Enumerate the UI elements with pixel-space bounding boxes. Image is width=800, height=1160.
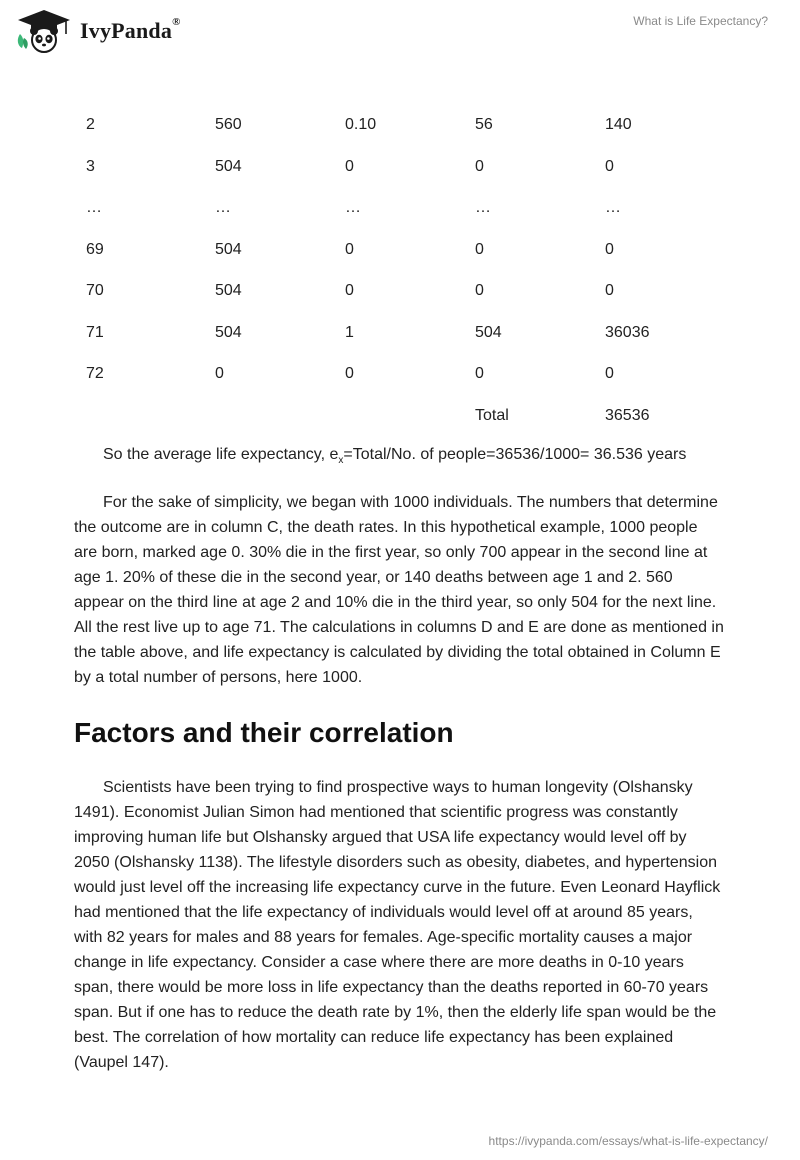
table-row — [86, 104, 726, 146]
table-cell: 560 — [215, 116, 242, 133]
table-cell: 56 — [475, 116, 493, 133]
essay-body — [74, 442, 724, 1092]
table-cell: 0 — [475, 282, 484, 299]
table-cell: 72 — [86, 365, 104, 382]
table-cell: 0 — [345, 240, 354, 258]
table-cell: 504 — [215, 282, 242, 299]
brand-name: IvyPanda® — [80, 16, 181, 43]
table-cell: 71 — [86, 323, 104, 341]
table-cell: 0 — [605, 157, 614, 175]
table-cell: … — [475, 199, 491, 216]
table-cell: 0 — [215, 365, 224, 382]
table-cell: 504 — [215, 323, 242, 341]
table-cell: 0 — [345, 365, 354, 382]
table-row — [86, 187, 726, 229]
subscript-x: x — [338, 455, 344, 467]
table-cell: 0.10 — [345, 116, 377, 133]
table-cell: 1 — [345, 323, 354, 341]
total-value: 36536 — [605, 406, 650, 424]
source-url-link[interactable]: https://ivypanda.com/essays/what-is-life-expectancy/ — [488, 1134, 768, 1148]
table-cell: 504 — [475, 323, 502, 341]
table-cell: 36036 — [605, 323, 650, 341]
table-cell: 0 — [345, 157, 354, 175]
table-row — [86, 229, 726, 271]
registered-mark: ® — [172, 16, 181, 28]
table-cell: 0 — [475, 157, 484, 175]
table-cell: 0 — [475, 240, 484, 258]
life-table — [86, 104, 726, 436]
table-row — [86, 353, 726, 395]
table-cell: … — [215, 199, 231, 216]
table-cell: 504 — [215, 240, 242, 258]
table-cell: 3 — [86, 157, 95, 175]
table-total-row — [86, 395, 726, 437]
table-cell: 2 — [86, 116, 95, 133]
table-cell: 0 — [475, 365, 484, 382]
ivypanda-logo[interactable] — [14, 8, 181, 54]
panda-graduate-icon — [14, 8, 74, 54]
table-cell: 0 — [605, 240, 614, 258]
table-cell: 70 — [86, 282, 104, 299]
factors-paragraph: Scientists have been trying to find prospective ways to human longevity (Olshansky 1491). Economist Julian Simon had mentioned that scientific progress was constantly improving human life but Olshansky argued that USA life expectancy would level off by 2050 (Olshansky 1138). The lifestyle disorders such as obesity, diabetes, and hypertension would just level off the increasing life expectancy curve in the future. Even Leonard Hayflick had mentioned that the life expectancy of individuals would level off at around 85 years, with 82 years for males and 88 years for females. Age-specific mortality causes a major change in life expectancy. Consider a case where there are more deaths in 0-10 years span, there would be more loss in life expectancy than the deaths reported in 60-70 years span. But if one has to reduce the death rate by 1%, then the elderly life span would be the best. The correlation of how mortality can reduce life expectancy has been explained (Vaupel 147). — [74, 779, 721, 1072]
total-label: Total — [475, 406, 509, 424]
table-cell: … — [605, 199, 621, 216]
table-cell: 504 — [215, 157, 242, 175]
table-cell: 0 — [345, 282, 354, 299]
formula-paragraph: So the average life expectancy, $e_x=Total/No$. of people=36536/1000= 36.536 years — [103, 446, 687, 467]
explanation-paragraph: For the sake of simplicity, we began with 1000 individuals. The numbers that determine the outcome are in column C, the death rates. In this hypothetical example, 1000 people are born, marked age 0. 30% die in the first year, so only 700 appear in the second line at age 1. 20% of these die in the second year, or 140 deaths between age 1 and 2. 560 appear on the third line at age 2 and 10% die in the third year, so only 504 for the next line. All the rest live up to age 71. The calculations in columns D and E are done as mentioned in the table above, and life expectancy is calculated by dividing the total obtained in Column E by a total number of persons, here 1000. — [74, 494, 724, 687]
table-row — [86, 146, 726, 188]
table-cell: … — [86, 199, 102, 216]
table-cell: … — [345, 199, 361, 216]
table-cell: 0 — [605, 282, 614, 299]
table-cell: 0 — [605, 365, 614, 382]
table-row — [86, 270, 726, 312]
document-title: What is Life Expectancy? — [633, 14, 768, 28]
page-header — [0, 0, 800, 60]
section-heading: Factors and their correlation — [74, 717, 454, 749]
table-cell: 69 — [86, 240, 104, 258]
table-cell: 140 — [605, 116, 632, 133]
table-row — [86, 312, 726, 354]
